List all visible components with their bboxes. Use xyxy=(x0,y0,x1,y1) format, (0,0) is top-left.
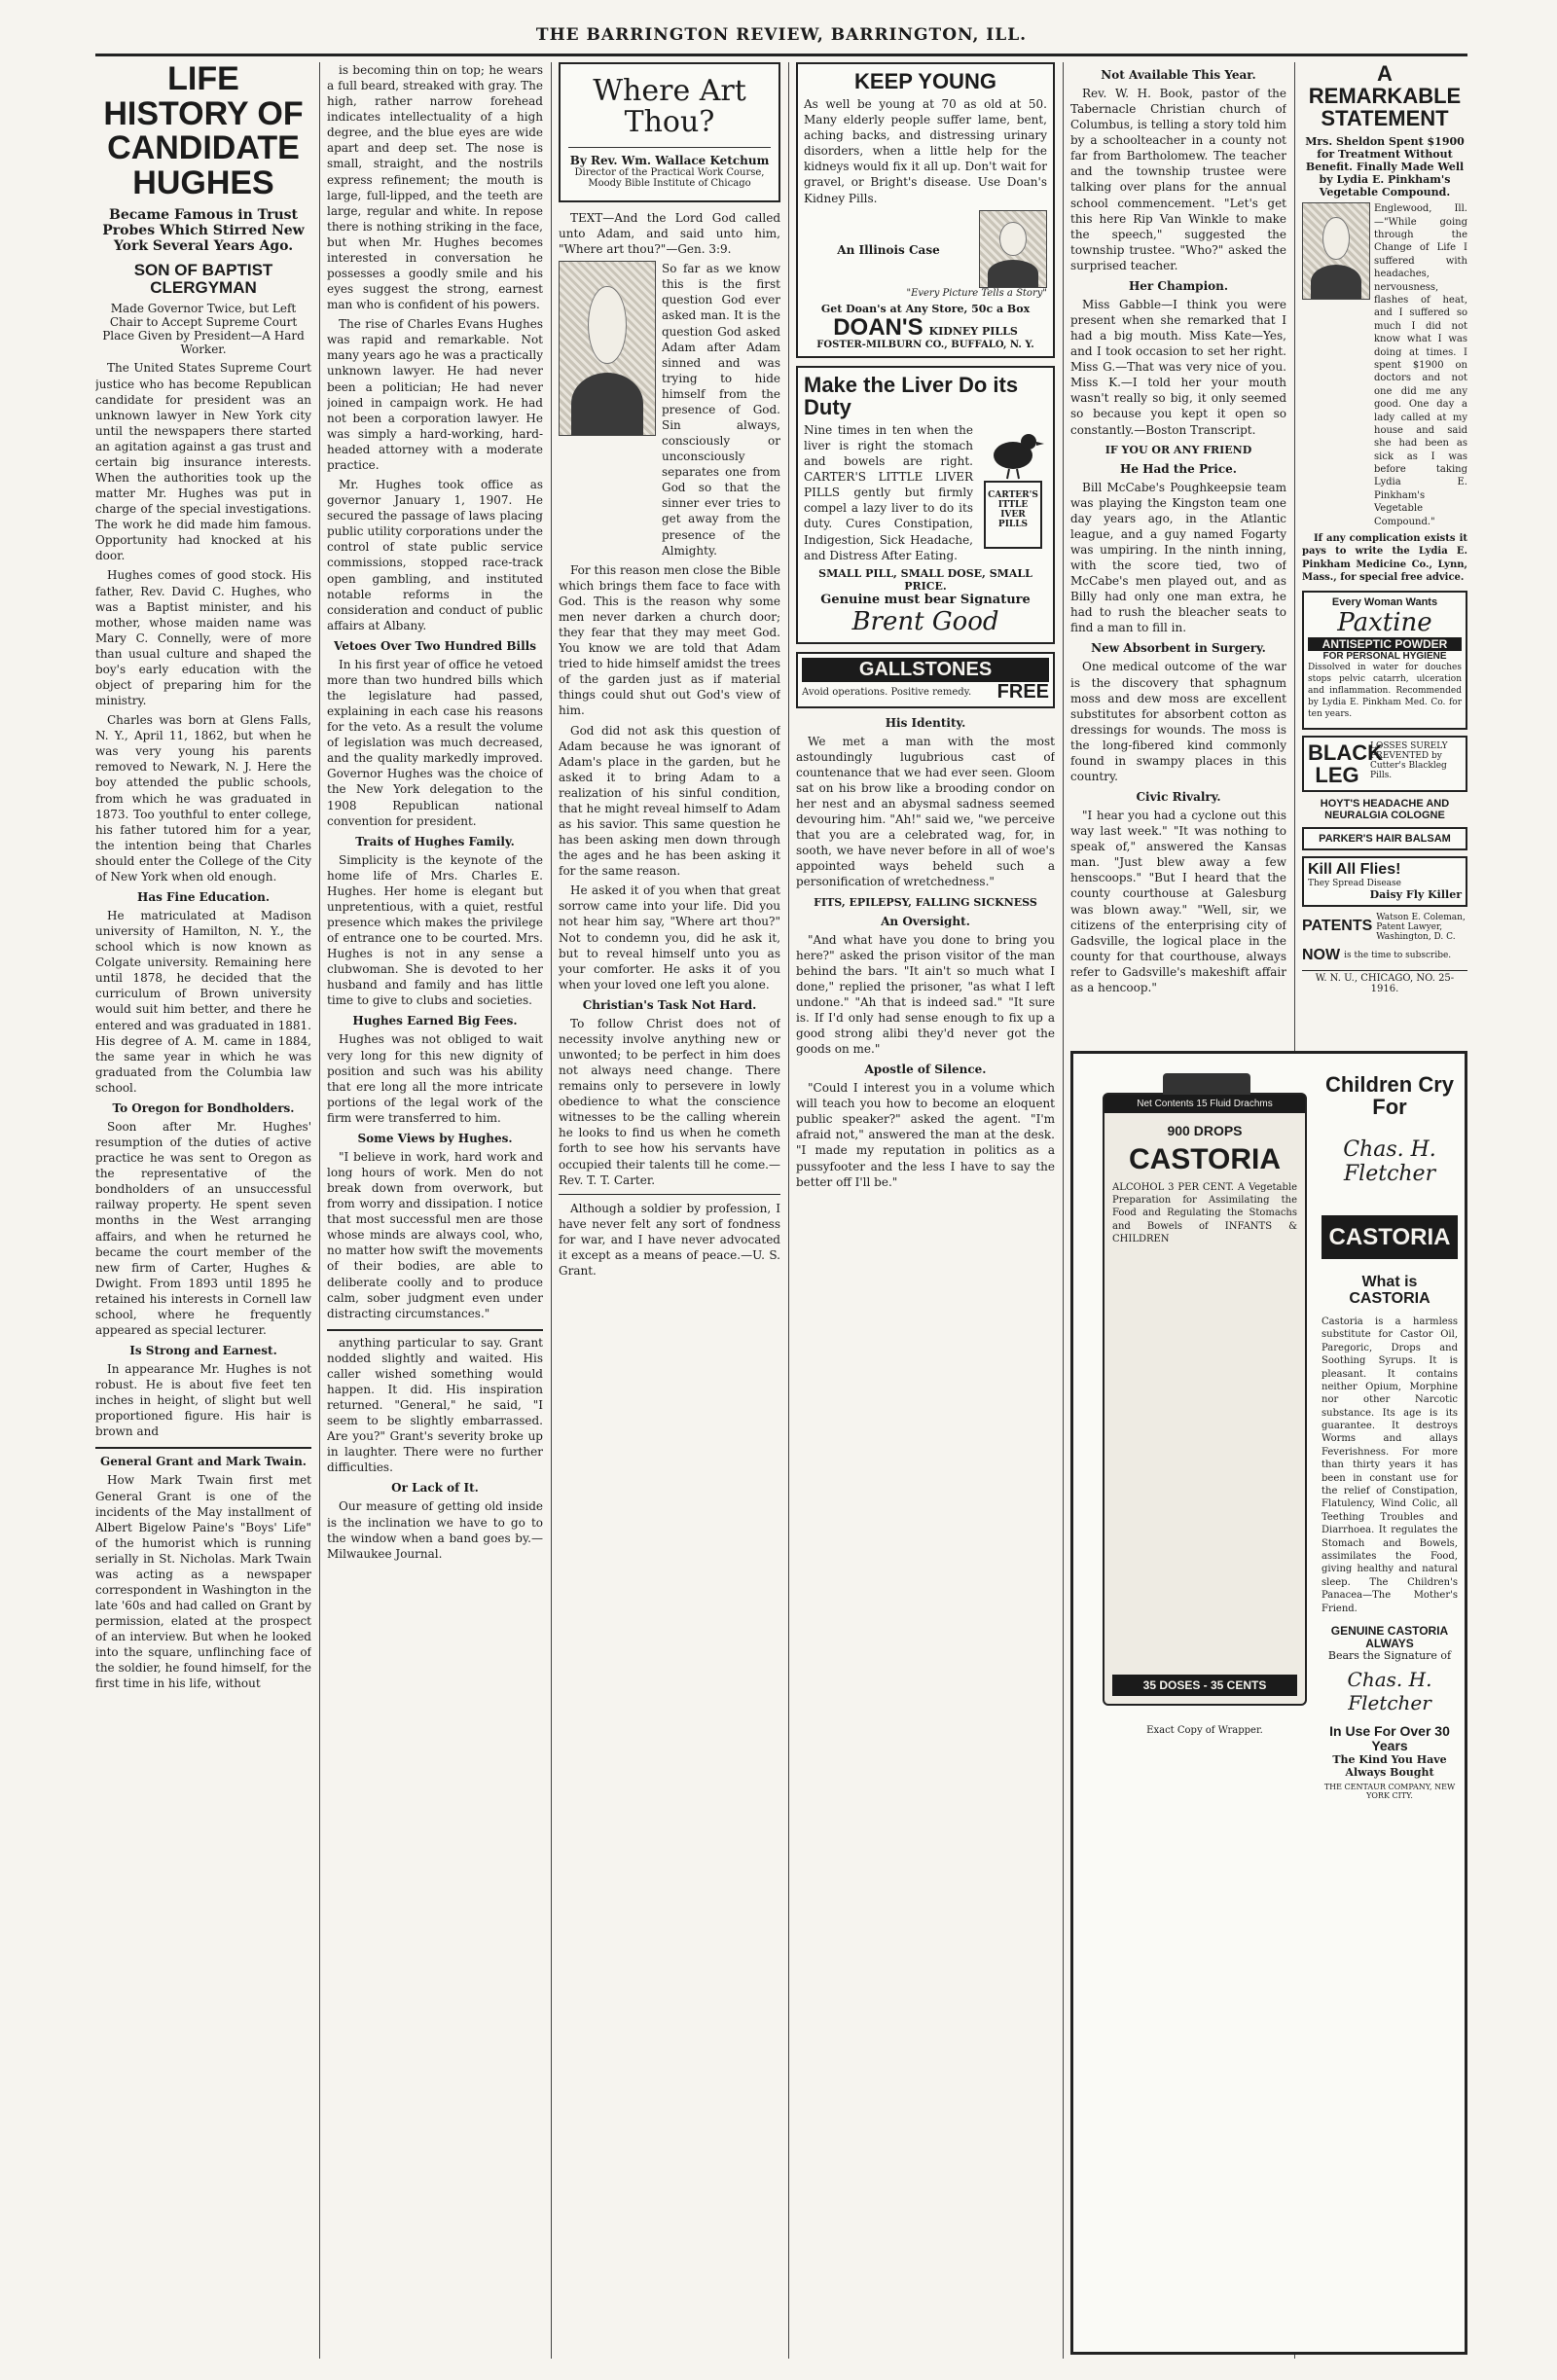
section-heading: IF YOU OR ANY FRIEND xyxy=(1104,443,1252,456)
ad-badge: "Every Picture Tells a Story" xyxy=(906,287,1047,299)
maker: FOSTER-MILBURN CO., BUFFALO, N. Y. xyxy=(816,339,1034,350)
sermon-title-box xyxy=(559,62,780,202)
ad-title: KEEP YOUNG xyxy=(854,69,996,93)
paragraph: Bill McCabe's Poughkeepsie team was playing the Kingston team one day years ago, in the Atlantic league, and a guy named Fogarty was umpiring. In the ninth inning, with the score tied, two of McCabe's men played out, and as Billy had only one man extra, he had to rush the bleacher seats to find a man to fill in. xyxy=(1070,480,1286,635)
genuine-text: Genuine must bear Signature xyxy=(820,592,1031,607)
what-is-heading: What is CASTORIA xyxy=(1349,1274,1430,1308)
castoria-signature-2: Chas. H. Fletcher xyxy=(1347,1668,1432,1715)
paragraph: Miss Gabble—I think you were present when she remarked that I had a big mouth. Miss Kate—Yes, and I took occasion to set her right. Miss G.—That was very nice of you. Miss K.—I told her your mouth wasn't really so big, it only seemed so because you kept it open so constantly.—Boston Transcript. xyxy=(1070,297,1286,437)
signature: Brent Good xyxy=(851,606,999,636)
paragraph: Although a soldier by profession, I have never felt any sort of fondness for war, and I have never advocated it except as a means of peace.—U. S. Grant. xyxy=(559,1201,780,1278)
ad-footer: Get Doan's at Any Store, 50c a Box xyxy=(820,302,1031,315)
paragraph: anything particular to say. Grant nodded slightly and waited. His caller wished something would happen. It did. His inspiration returned. "General," he said, "I seem to be slightly embarrassed. Are you?" Grant's severity broke up in laughter. There were no further difficulties. xyxy=(327,1335,543,1475)
kind-label: The Kind You Have Always Bought xyxy=(1332,1752,1447,1779)
castoria-description: Castoria is a harmless substitute for Castor Oil, Paregoric, Drops and Soothing Syrups. It is pleasant. It contains neither Opium, Morphine nor other Narcotic substance. Its age is its guarantee. It destroys Worms and allays Feverishness. For more than thirty years it has been in constant use for the relief of Constipation, Flatulency, Wind Colic, all Teething Troubles and Diarrhoea. It regulates the Stomach and Bowels, assimilates the Food, giving healthy and natural sleep. The Children's Panacea—The Mother's Friend. xyxy=(1322,1316,1458,1614)
column-rule xyxy=(788,62,789,2359)
paragraph: Charles was born at Glens Falls, N. Y., April 11, 1862, but when he was very young his parents removed to Newark, N. J. Here the boy attended the public schools, from which he was graduated in 1873. Too youthful to enter college, his father tutored him for a year, the intention being that Charles should enter the College of the City of New York when old enough. xyxy=(95,713,311,883)
section-heading: Apostle of Silence. xyxy=(864,1063,987,1077)
section-heading: Has Fine Education. xyxy=(136,890,270,905)
ad-footer: If any complication exists it pays to write the Lydia E. Pinkham Medicine Co., Lynn, Mass., for special free advice. xyxy=(1302,533,1467,584)
ad-patents xyxy=(1302,913,1467,942)
sermon-text-verse: TEXT—And the Lord God called unto Adam, and said unto him, "Where art thou?"—Gen. 3:9. xyxy=(559,211,780,257)
paragraph: "I hear you had a cyclone out this way last week." "It was nothing to speak of," answered the Kansas man. "Just blew away a few henscoops." "But I heard that the county courthouse at Galesburg was blown away." "Well, sir, we citizens of the enterprising city of Gadsville, the logical place in the county for that courthouse, always refer to Gadsville's makeshift affair as a hencoop." xyxy=(1070,809,1286,994)
paragraph: "I believe in work, hard work and long hours of work. Men do not break down from overwork, but from worry and dissipation. I notice that most successful men are those whose minds are always cool, who, no matter how swift the movements of their bodies, are able to deliberate coolly and to produce calm, sober judgment even under distracting circumstances." xyxy=(327,1149,543,1320)
bottle-doses: 35 DOSES - 35 CENTS xyxy=(1112,1675,1297,1696)
ad-sub: LOSSES SURELY PREVENTED by Cutter's Blackleg Pills. xyxy=(1370,740,1448,780)
article-subhead: SON OF BAPTIST CLERGYMAN xyxy=(133,260,273,297)
paragraph: He matriculated at Madison university of Hamilton, N. Y., the school which is now known as Colgate university. Remaining here until 1878, he decided that the curriculum of Brown university would suit him better, and there he entered and was graduated in 1881. His degree of A. M. came in 1884, the same year in which he was graduated from the Columbia law school. xyxy=(95,909,311,1095)
paragraph: Simplicity is the keynote of the home life of Mrs. Charles E. Hughes. Her home is elegant but unpretentious, with a quiet, restful presence which makes the privilege of entrance one to be courted. Mrs. Hughes is not in any sense a clubwoman. She is devoted to her husband and family and has little time to give to clubs and societies. xyxy=(327,852,543,1008)
pill-box-label: CARTER'S ITTLE IVER PILLS xyxy=(984,481,1042,549)
paragraph: One medical outcome of the war is the discovery that sphagnum moss and dew moss are excellent substitutes for absorbent cotton as dressings for wounds. The moss is the long-fibered kind commonly found in swampy places in this country. xyxy=(1070,660,1286,783)
section-heading: Not Available This Year. xyxy=(1101,68,1256,82)
misc-column xyxy=(1070,62,1286,1045)
section-heading: Or Lack of It. xyxy=(391,1481,479,1496)
section-heading: Is Strong and Earnest. xyxy=(129,1344,277,1358)
ad-subhead: Mrs. Sheldon Spent $1900 for Treatment Without Benefit. Finally Made Well by Lydia E. Pinkham's Vegetable Compound. xyxy=(1305,135,1465,199)
free-label: FREE xyxy=(996,680,1049,703)
ad-title: NOW xyxy=(1302,946,1341,963)
bottle-caption: Exact Copy of Wrapper. xyxy=(1146,1725,1263,1736)
ad-text: Watson E. Coleman, Patent Lawyer, Washington, D. C. xyxy=(1376,912,1466,942)
paragraph: Hughes was not obliged to wait very long for this new dignity of position and such was his ability that ere long all the more intricate portions of the legal work of the firm were transferred to him. xyxy=(327,1032,543,1125)
ad-footer: SMALL PILL, SMALL DOSE, SMALL PRICE. xyxy=(818,566,1032,593)
ad-black-leg xyxy=(1302,736,1467,792)
divider xyxy=(327,1329,543,1331)
paragraph: Our measure of getting old inside is the inclination we have to go to the window when a band goes by.—Milwaukee Journal. xyxy=(327,1499,543,1561)
divider xyxy=(95,1447,311,1449)
ad-case-title: An Illinois Case xyxy=(837,242,940,257)
ad-case xyxy=(804,210,1047,288)
bottle-cap xyxy=(1163,1073,1250,1095)
ad-header: Every Woman Wants xyxy=(1331,595,1438,608)
paragraph: To follow Christ does not of necessity involve anything new or unwonted; to be perfect in him does not always need change. There remains only to persevere in lowly obedience to what the conscience witnesses to be the calling wherein he looks to find us when he cometh forth to see how his servants have occupied their talents till he come.—Rev. T. T. Carter. xyxy=(559,1016,780,1187)
paragraph: Rev. W. H. Book, pastor of the Tabernacle Christian church of Columbus, is telling a story told him by a schoolteacher in a county not far from Bartholomew. The teacher and the township trustee were talking over plans for the annual school commencement. "Let's get this here Rip Van Winkle to make the speech," suggested the township trustee. "Who?" asked the surprised teacher. xyxy=(1070,87,1286,272)
sermon-byline: By Rev. Wm. Wallace Ketchum xyxy=(569,154,770,167)
ad-paxtine xyxy=(1302,591,1467,730)
paragraph: The United States Supreme Court justice who has become Republican candidate for president was an unknown lawyer in New York city until the newspapers there started an agitation against a gas trust and certain big insurance interests. When the authorities took up the matter Mr. Hughes was put in charge of the special investigations. The work he did made him famous. Opportunity had knocked at his door. xyxy=(95,361,311,563)
ad-gallstones xyxy=(796,652,1055,708)
ad-flies xyxy=(1302,856,1467,907)
illustration-face xyxy=(999,222,1026,256)
paragraph: He asked it of you when that great sorrow came into your life. Did you not hear him say, "Where art thou?" Not to condemn you, did he ask it, but to reveal himself unto you as your comforter. He asks it of you when your loved one left you alone. xyxy=(559,883,780,992)
ad-title: BLACK LEG xyxy=(1308,739,1383,787)
masthead-title: THE BARRINGTON REVIEW, BARRINGTON, ILL. xyxy=(535,25,1028,45)
section-heading: He Had the Price. xyxy=(1120,461,1237,476)
paragraph: is becoming thin on top; he wears a full beard, streaked with gray. The high, rather narrow forehead indicates intellectuality of a high degree, and the blue eyes are wide apart and deep set. The nose is small, straight, and the nostrils express refinement; the mouth is large, full-lipped, and the teeth are large, regular and white. In repose there is nothing striking in the face, but when Mr. Hughes becomes interested in conversation he possesses a goodly smile and his eyes suggest the strong, earnest man who is confident of his powers. xyxy=(327,63,543,312)
brand-name: Paxtine xyxy=(1337,607,1432,637)
brand-sub: ANTISEPTIC POWDER xyxy=(1308,637,1462,651)
ad-title: PARKER'S HAIR BALSAM xyxy=(1319,833,1451,846)
ad-castoria xyxy=(1070,1051,1467,2355)
ad-text: Dissolved in water for douches stops pelvic catarrh, ulceration and inflammation. Recommended by Lydia E. Pinkham Med. Co. for ten years. xyxy=(1308,662,1462,719)
article-subdeck: Made Governor Twice, but Left Chair to Accept Supreme Court Place Given by President—A Hard Worker. xyxy=(102,302,305,357)
castoria-brand-banner: CASTORIA xyxy=(1322,1215,1458,1259)
ad-now xyxy=(1302,948,1467,964)
ad-tag: FOR PERSONAL HYGIENE xyxy=(1322,650,1447,662)
section-heading: Civic Rivalry. xyxy=(1136,790,1221,805)
pill-box xyxy=(979,422,1047,567)
in-use-label: In Use For Over 30 Years xyxy=(1329,1723,1450,1753)
section-heading: New Absorbent in Surgery. xyxy=(1091,641,1266,656)
paragraph: We met a man with the most astoundingly lugubrious cast of countenance that we had ever seen. Gloom sat on his brow like a brooding condor on her nest and an abysmal sadness seemed devouring him. "Ah!" said we, "we perceive that you are a celebrated wag, for, in sooth, we have never before in all of woe's appointed ways beheld such a personification of wretchedness." xyxy=(796,734,1055,889)
column-rule xyxy=(1063,62,1064,2359)
portrait-face xyxy=(1322,217,1349,260)
paragraph: God did not ask this question of Adam because he was ignorant of Adam's place in the garden, but he asked it to bring Adam to a realization of his sinful condition, that he might reveal himself to Adam as his savior. This same question he has been asking men down through the ages and he has been asking it for the same reason. xyxy=(559,723,780,879)
wnu-label: W. N. U., CHICAGO, NO. 25-1916. xyxy=(1302,970,1467,994)
brand-name: DOAN'S xyxy=(833,313,923,341)
ad-body xyxy=(1302,202,1467,532)
section-heading: To Oregon for Bondholders. xyxy=(112,1100,295,1115)
paragraph: Hughes comes of good stock. His father, Rev. David C. Hughes, who was a Baptist minister, and his mother, whose maiden name was Mary C. Connelly, were of more than usual culture and shaped the boy's early education with the object of preparing him for the ministry. xyxy=(95,568,311,708)
paragraph: For this reason men close the Bible which brings them face to face with God. This is the reason why some men never darken a church door; they fear that they may meet God. You know we are told that Adam tried to hide himself amidst the trees of the garden just as if material things could shut out God's view of him. xyxy=(559,562,780,718)
sermon-byline-sub: Director of the Practical Work Course, Moody Bible Institute of Chicago xyxy=(574,167,765,189)
paragraph: The rise of Charles Evans Hughes was rapid and remarkable. Not many years ago he was a practically unknown lawyer. He had never been a politician; He had never joined in campaign work. He had not been a corporation lawyer. He was simply a hard-working, hard-headed attorney with a moderate practice. xyxy=(327,317,543,472)
ad-text: Avoid operations. Positive remedy. xyxy=(802,686,972,698)
sermon-intro xyxy=(559,261,780,561)
ad-title: PATENTS xyxy=(1302,918,1373,935)
ad-text: Nine times in ten when the liver is right the stomach and bowels are right. CARTER'S LITTLE LIVER PILLS gently but firmly compel a lazy liver to do its duty. Cures Constipation, Indigestion, Sick Headache, and Distress After Eating. xyxy=(804,423,973,562)
divider xyxy=(559,1194,780,1195)
section-heading: Some Views by Hughes. xyxy=(357,1131,513,1145)
bottle-header: Net Contents 15 Fluid Drachms xyxy=(1104,1095,1305,1113)
ad-carters xyxy=(796,366,1055,644)
portrait-shoulders xyxy=(571,373,643,435)
paragraph: "Could I interest you in a volume which will teach you how to become an eloquent public speaker?" asked the agent. "I'm afraid not," answered the man at the desk. "I made my reputation in politics as a pussyfooter and the less I have to say the better off I'll be." xyxy=(796,1081,1055,1189)
portrait-shoulders xyxy=(1311,265,1361,299)
bird-icon xyxy=(982,422,1044,481)
ad-headline: Children Cry For xyxy=(1324,1072,1455,1120)
paragraph: In appearance Mr. Hughes is not robust. He is about five feet ten inches in height, of slight but well proportioned figure. His hair is brown and xyxy=(95,1362,311,1439)
bottle-label: ALCOHOL 3 PER CENT. A Vegetable Preparation for Assimilating the Food and Regulating the Stomachs and Bowels of INFANTS & CHILDREN xyxy=(1112,1181,1297,1245)
ad-sub: They Spread Disease xyxy=(1308,878,1401,888)
paragraph: Mr. Hughes took office as governor January 1, 1907. He secured the passage of laws placing public utility corporations under the control of state public service commissions, stopped race-track open gambling, and instituted notable reforms in the consideration and conduct of public affairs at Albany. xyxy=(327,478,543,632)
ad-title: Kill All Flies! xyxy=(1308,861,1401,879)
article-hughes-col2 xyxy=(327,62,543,2359)
portrait-face xyxy=(588,286,626,364)
ad-hoyt: HOYT'S HEADACHE AND NEURALGIA COLOGNE xyxy=(1320,798,1450,822)
brand-sub: KIDNEY PILLS xyxy=(928,324,1018,338)
company-label: THE CENTAUR COMPANY, NEW YORK CITY. xyxy=(1323,1782,1456,1800)
castoria-signature: Chas. H. Fletcher xyxy=(1343,1137,1436,1187)
doans-brand xyxy=(804,315,1047,340)
paragraph: So far as we know this is the first question God ever asked man. It is the question God asked Adam after Adam sinned and was trying to hide himself from the presence of God. Sin always, consciously or unconsciously separates one from God so that the sinner ever tries to get away from the presence of the Almighty. xyxy=(662,262,780,558)
brand-name: Daisy Fly Killer xyxy=(1369,887,1462,901)
castoria-bottle xyxy=(1103,1093,1307,1706)
section-heading: Christian's Task Not Hard. xyxy=(582,997,757,1012)
bottle-drops: 900 DROPS xyxy=(1167,1123,1243,1138)
sermon-column xyxy=(559,62,780,2359)
ad-parker xyxy=(1302,827,1467,850)
section-heading: An Oversight. xyxy=(881,914,970,928)
ads-column-doans xyxy=(796,62,1055,2359)
ad-text: As well be young at 70 as old at 50. Many elderly people suffer lame, bent, aching backs, and distressing urinary disorders, when a little help for the kidneys would fix it all up. Don't wait for gravel, or Bright's disease. Use Doan's Kidney Pills. xyxy=(804,97,1047,205)
paragraph: How Mark Twain first met General Grant is one of the incidents of the May installment of Albert Bigelow Paine's "Boys' Life" of the humorist which is running serially in St. Nicholas. Mark Twain was acting as a newspaper correspondent in Washington in the late '60s and had called on Grant by permission, elated at the prospect of an interview. But when he looked into the square, unflinching face of the soldier, he found himself, for the first time in his life, without xyxy=(95,1473,311,1691)
column-rule xyxy=(319,62,320,2359)
bears-label: Bears the Signature of xyxy=(1327,1649,1452,1663)
section-heading: Vetoes Over Two Hundred Bills xyxy=(334,638,536,653)
column-rule xyxy=(551,62,552,2359)
divider xyxy=(568,147,771,148)
masthead xyxy=(95,18,1467,56)
ad-body xyxy=(804,422,1047,567)
article-hughes-col1 xyxy=(95,62,311,2359)
testimonial-portrait xyxy=(1302,202,1370,300)
section-heading: General Grant and Mark Twain. xyxy=(100,1455,307,1469)
woman-illustration xyxy=(979,210,1047,288)
article-headline: LIFE HISTORY OF CANDIDATE HUGHES xyxy=(103,62,304,202)
ad-keep-young xyxy=(796,62,1055,358)
paragraph: Soon after Mr. Hughes' resumption of the duties of active practice he was sent to Oregon as the representative of the bondholders of an unsuccessful railway property. He spent seven months in the West arranging affairs, and when he returned he became the court member of the new firm of Carter, Hughes & Dwight. From 1893 until 1895 he retained his interests in Cornell law school, where he frequently appeared as special lecturer. xyxy=(95,1119,311,1337)
ad-body xyxy=(802,682,1049,703)
section-heading: Traits of Hughes Family. xyxy=(355,834,515,848)
paragraph: "And what have you done to bring you here?" asked the prison visitor of the man behind the bars. "It ain't so much what I done," replied the prisoner, "as what I left undone." "Ah that is indeed sad." "It sure is. If I'd only had sense enough to fix up a good strong alibi they'd never got the goods on me." xyxy=(796,932,1055,1057)
article-deck: Became Famous in Trust Probes Which Stirred New York Several Years Ago. xyxy=(102,206,305,254)
sermon-headline: Where Art Thou? xyxy=(593,74,746,139)
paragraph: In his first year of office he vetoed more than two hundred bills which the legislature had passed, explaining in each case his reasons for the veto. As a result the volume of legislation was much decreased, and the quality markedly improved. Governor Hughes was the choice of the New York delegation to the 1908 Republican national convention for president. xyxy=(327,657,543,828)
section-heading: His Identity. xyxy=(885,715,966,730)
ads-column-right xyxy=(1302,62,1467,1045)
ad-headline: Make the Liver Do its Duty xyxy=(804,372,1019,419)
section-heading: Her Champion. xyxy=(1128,278,1229,293)
ad-text: is the time to subscribe. xyxy=(1344,951,1452,961)
ad-fits: FITS, EPILEPSY, FALLING SICKNESS xyxy=(814,895,1037,909)
bottle-brand: CASTORIA xyxy=(1128,1143,1282,1175)
ad-text: Englewood, Ill.—"While going through the Change of Life I suffered with headaches, nervousness, flashes of heat, and I suffered so much I did not know what I was doing at times. I spent $1900 on doctors and not one did me any good. One day a lady called at my house and said she had been as sick as I was before taking Lydia E. Pinkham's Vegetable Compound." xyxy=(1374,203,1467,527)
ad-headline: A REMARKABLE STATEMENT xyxy=(1308,62,1462,131)
section-heading: Hughes Earned Big Fees. xyxy=(352,1014,518,1028)
castoria-copy xyxy=(1322,1073,1458,1800)
genuine-label: GENUINE CASTORIA ALWAYS xyxy=(1330,1623,1449,1650)
illustration-body xyxy=(988,260,1038,287)
ad-title: GALLSTONES xyxy=(802,658,1049,682)
author-portrait xyxy=(559,261,656,436)
